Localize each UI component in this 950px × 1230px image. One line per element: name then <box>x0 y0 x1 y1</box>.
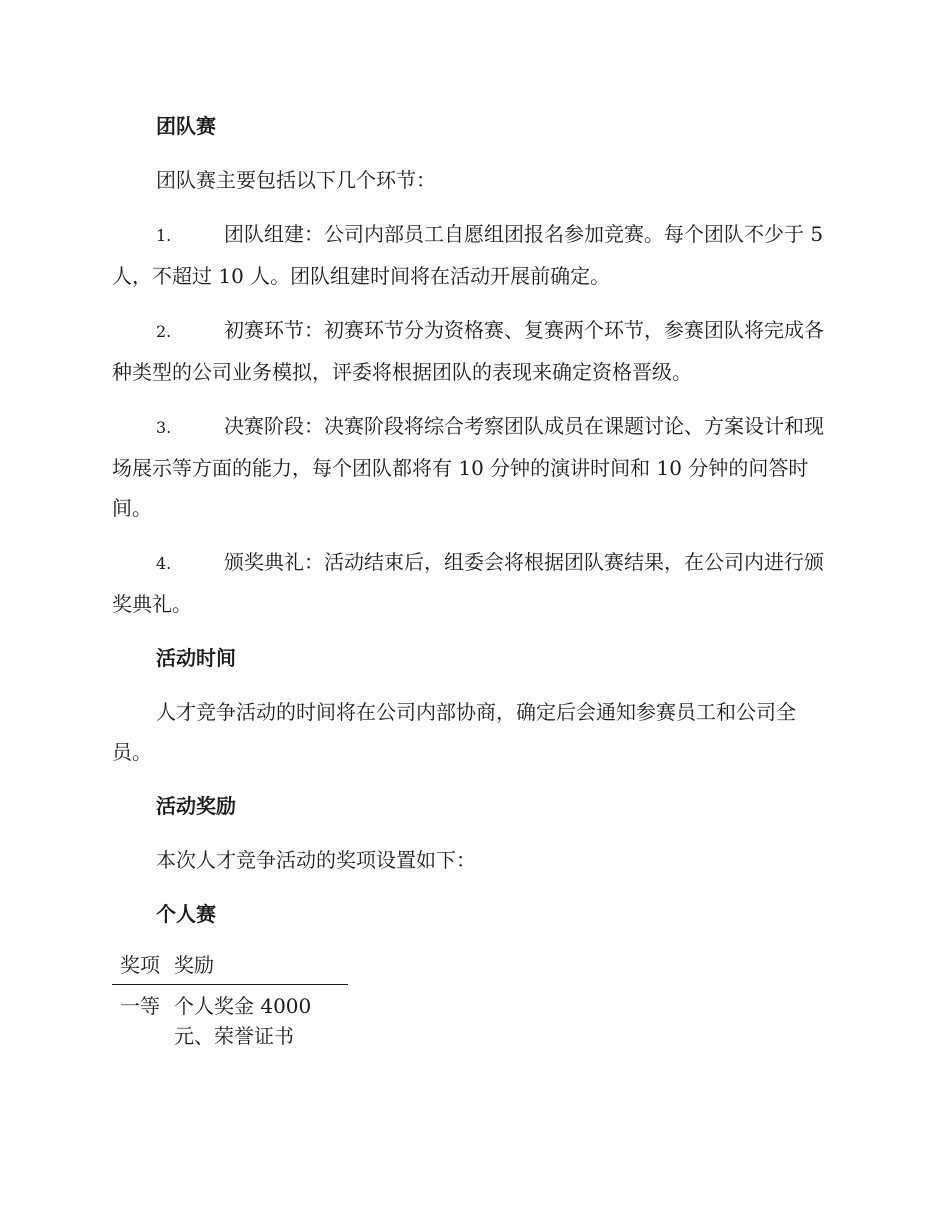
heading-individual: 个人赛 <box>156 902 216 926</box>
table-row <box>112 985 348 1056</box>
list-text: 团队组建：公司内部员工自愿组团报名参加竞赛。每个团队不少于 5 人，不超过 10 人。团队组建时间将在活动开展前确定。 <box>112 222 824 288</box>
list-number: 4. <box>156 554 172 573</box>
time-text: 人才竞争活动的时间将在公司内部协商，确定后会通知参赛员工和公司全员。 <box>112 700 796 764</box>
heading-reward: 活动奖励 <box>156 794 236 818</box>
table-header-row <box>112 948 348 985</box>
list-text: 初赛环节：初赛环节分为资格赛、复赛两个环节，参赛团队将完成各种类型的公司业务模拟，评委将根据团队的表现来确定资格晋级。 <box>112 318 824 384</box>
header-reward: 奖励 <box>174 953 214 977</box>
team-intro: 团队赛主要包括以下几个环节： <box>156 168 436 192</box>
list-text: 决赛阶段：决赛阶段将综合考察团队成员在课题讨论、方案设计和现场展示等方面的能力，每个团队都将有 10 分钟的演讲时间和 10 分钟的问答时间。 <box>112 414 824 520</box>
cell-reward: 个人奖金 4000 元、荣誉证书 <box>174 994 312 1048</box>
header-award: 奖项 <box>120 953 160 977</box>
list-number: 2. <box>156 322 172 341</box>
cell-award: 一等 <box>120 994 160 1018</box>
document-body <box>112 106 834 1055</box>
awards-table <box>112 948 348 1055</box>
list-item <box>112 406 834 528</box>
heading-time: 活动时间 <box>156 646 236 670</box>
list-item <box>112 542 834 624</box>
reward-intro: 本次人才竞争活动的奖项设置如下： <box>156 848 476 872</box>
list-item <box>112 214 834 296</box>
list-number: 1. <box>156 226 172 245</box>
list-text: 颁奖典礼：活动结束后，组委会将根据团队赛结果，在公司内进行颁奖典礼。 <box>112 550 824 616</box>
heading-team: 团队赛 <box>156 114 216 138</box>
list-number: 3. <box>156 418 172 437</box>
list-item <box>112 310 834 392</box>
